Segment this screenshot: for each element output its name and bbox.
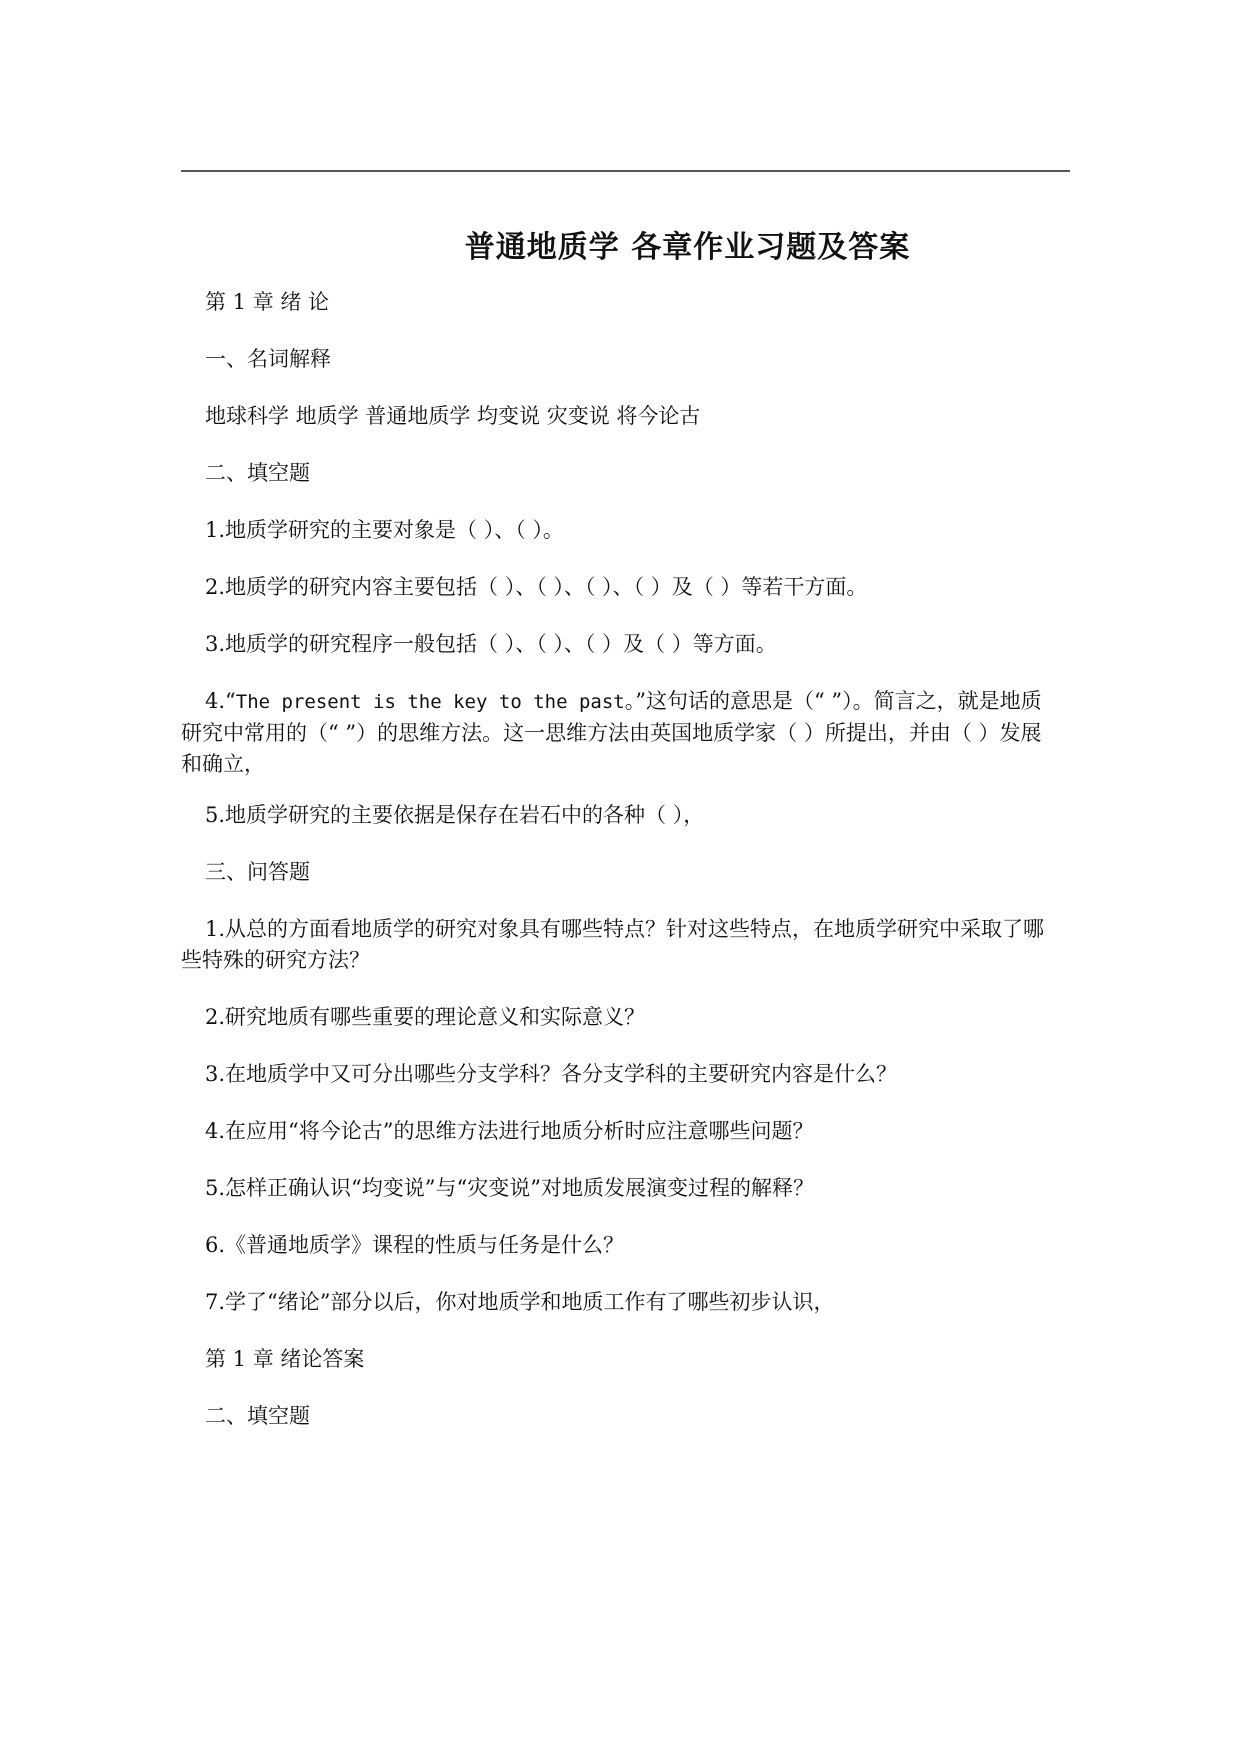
q4-english-quote: The present is the key to the past xyxy=(235,691,625,713)
fill-blank-question-3: 3.地质学的研究程序一般包括（ ）、（ ）、（ ）及（ ）等方面。 xyxy=(205,632,777,656)
chapter-heading: 第 1 章 绪 论 xyxy=(205,290,330,314)
essay-question-7: 7.学了“绪论”部分以后，你对地质学和地质工作有了哪些初步认识， xyxy=(205,1290,835,1314)
essay-question-1: 1.从总的方面看地质学的研究对象具有哪些特点？针对这些特点，在地质学研究中采取了哪些特殊的研究方法？ xyxy=(181,917,1045,972)
section-heading-definitions: 一、名词解释 xyxy=(205,347,331,371)
q4-prefix: 4.“ xyxy=(205,689,236,713)
fill-blank-question-4 xyxy=(181,686,1061,780)
essay-question-5: 5.怎样正确认识“均变说”与“灾变说”对地质发展演变过程的解释？ xyxy=(205,1176,814,1200)
answers-heading: 第 1 章 绪论答案 xyxy=(205,1347,365,1371)
essay-question-3: 3.在地质学中又可分出哪些分支学科？各分支学科的主要研究内容是什么？ xyxy=(205,1062,898,1086)
header-rule xyxy=(181,170,1070,172)
answers-fill-blank-heading: 二、填空题 xyxy=(205,1404,310,1428)
essay-question-4: 4.在应用“将今论古”的思维方法进行地质分析时应注意哪些问题？ xyxy=(205,1119,814,1143)
document-title: 普通地质学 各章作业习题及答案 xyxy=(464,230,911,265)
fill-blank-question-2: 2.地质学的研究内容主要包括（ ）、（ ）、（ ）、（ ）及（ ）等若干方面。 xyxy=(205,575,868,599)
section-heading-fill-blank: 二、填空题 xyxy=(205,461,310,485)
definition-terms: 地球科学 地质学 普通地质学 均变说 灾变说 将今论古 xyxy=(205,404,701,428)
fill-blank-question-1: 1.地质学研究的主要对象是（ ）、（ ）。 xyxy=(205,518,564,542)
q4-rest: 。”这句话的意思是（“ ”）。简言之，就是地质研究中常用的（“ ”）的思维方法。这一思维方法由英国地质学家（ ）所提出，并由（ ）发展和确立， xyxy=(181,689,1042,776)
section-heading-questions: 三、问答题 xyxy=(205,860,310,884)
essay-question-2: 2.研究地质有哪些重要的理论意义和实际意义？ xyxy=(205,1005,646,1029)
fill-blank-question-5: 5.地质学研究的主要依据是保存在岩石中的各种（ ）， xyxy=(205,803,705,827)
essay-question-6: 6.《普通地质学》课程的性质与任务是什么？ xyxy=(205,1233,625,1257)
